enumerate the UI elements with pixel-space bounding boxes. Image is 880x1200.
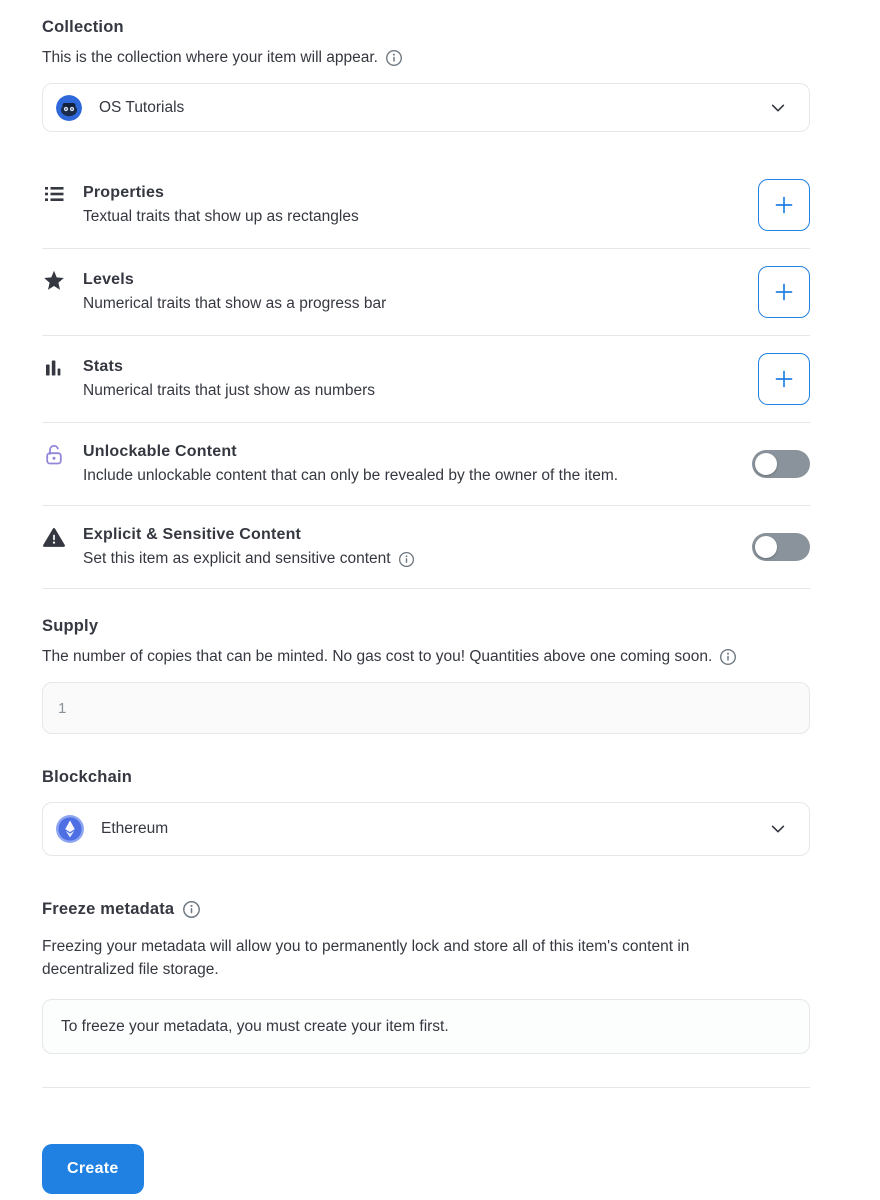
levels-description: Numerical traits that show as a progress bar xyxy=(83,295,387,312)
warning-icon xyxy=(42,526,68,550)
info-icon[interactable] xyxy=(385,49,403,67)
unlock-icon xyxy=(42,443,68,467)
chevron-down-icon xyxy=(769,99,787,117)
stats-row xyxy=(42,336,810,423)
collection-description-text: This is the collection where your item will appear. xyxy=(42,49,378,66)
info-icon[interactable] xyxy=(719,648,737,666)
supply-section xyxy=(42,617,810,734)
properties-row xyxy=(42,162,810,249)
chevron-down-icon xyxy=(769,820,787,838)
properties-description: Textual traits that show up as rectangles xyxy=(83,208,359,225)
unlockable-content-row xyxy=(42,423,810,506)
create-item-form xyxy=(42,0,810,1194)
collection-select[interactable] xyxy=(42,83,810,132)
explicit-content-row xyxy=(42,506,810,589)
list-icon xyxy=(42,182,68,206)
toggle-knob xyxy=(755,536,777,558)
os-tutorials-avatar xyxy=(56,95,82,121)
collection-heading: Collection xyxy=(42,18,124,36)
freeze-metadata-title: Freeze metadata xyxy=(42,900,175,918)
blockchain-selected-value: Ethereum xyxy=(101,820,169,837)
add-levels-button[interactable] xyxy=(758,266,810,318)
form-divider xyxy=(42,1087,810,1088)
stats-description: Numerical traits that just show as numbers xyxy=(83,382,376,399)
explicit-content-toggle[interactable] xyxy=(752,533,810,561)
freeze-metadata-heading xyxy=(42,900,810,919)
blockchain-section xyxy=(42,768,810,856)
plus-icon xyxy=(773,281,795,303)
plus-icon xyxy=(773,368,795,390)
blockchain-select[interactable] xyxy=(42,802,810,856)
blockchain-heading: Blockchain xyxy=(42,768,133,786)
supply-heading: Supply xyxy=(42,617,99,635)
properties-title: Properties xyxy=(83,184,165,201)
supply-input xyxy=(42,682,810,734)
feature-rows xyxy=(42,162,810,589)
add-stats-button[interactable] xyxy=(758,353,810,405)
add-properties-button[interactable] xyxy=(758,179,810,231)
freeze-metadata-description: Freezing your metadata will allow you to permanently lock and store all of this item's content in decentralized file storage. xyxy=(42,938,690,978)
freeze-metadata-section xyxy=(42,900,810,1054)
levels-title: Levels xyxy=(83,271,135,288)
unlockable-content-title: Unlockable Content xyxy=(83,443,237,460)
plus-icon xyxy=(773,194,795,216)
create-button[interactable]: Create xyxy=(42,1144,144,1194)
star-icon xyxy=(42,269,68,293)
toggle-knob xyxy=(755,453,777,475)
collection-selected-value: OS Tutorials xyxy=(99,98,185,116)
bar-chart-icon xyxy=(42,356,68,380)
supply-description xyxy=(42,646,810,668)
levels-row xyxy=(42,249,810,336)
stats-title: Stats xyxy=(83,358,124,375)
freeze-metadata-input xyxy=(42,999,810,1054)
unlockable-content-toggle[interactable] xyxy=(752,450,810,478)
collection-description xyxy=(42,47,810,69)
info-icon[interactable] xyxy=(398,551,415,568)
info-icon[interactable] xyxy=(182,900,201,919)
explicit-content-title: Explicit & Sensitive Content xyxy=(83,526,302,543)
explicit-content-description: Set this item as explicit and sensitive content xyxy=(83,550,391,567)
unlockable-content-description: Include unlockable content that can only be revealed by the owner of the item. xyxy=(83,467,619,484)
supply-description-text: The number of copies that can be minted. No gas cost to you! Quantities above one coming soon. xyxy=(42,648,713,665)
ethereum-icon xyxy=(56,815,84,843)
